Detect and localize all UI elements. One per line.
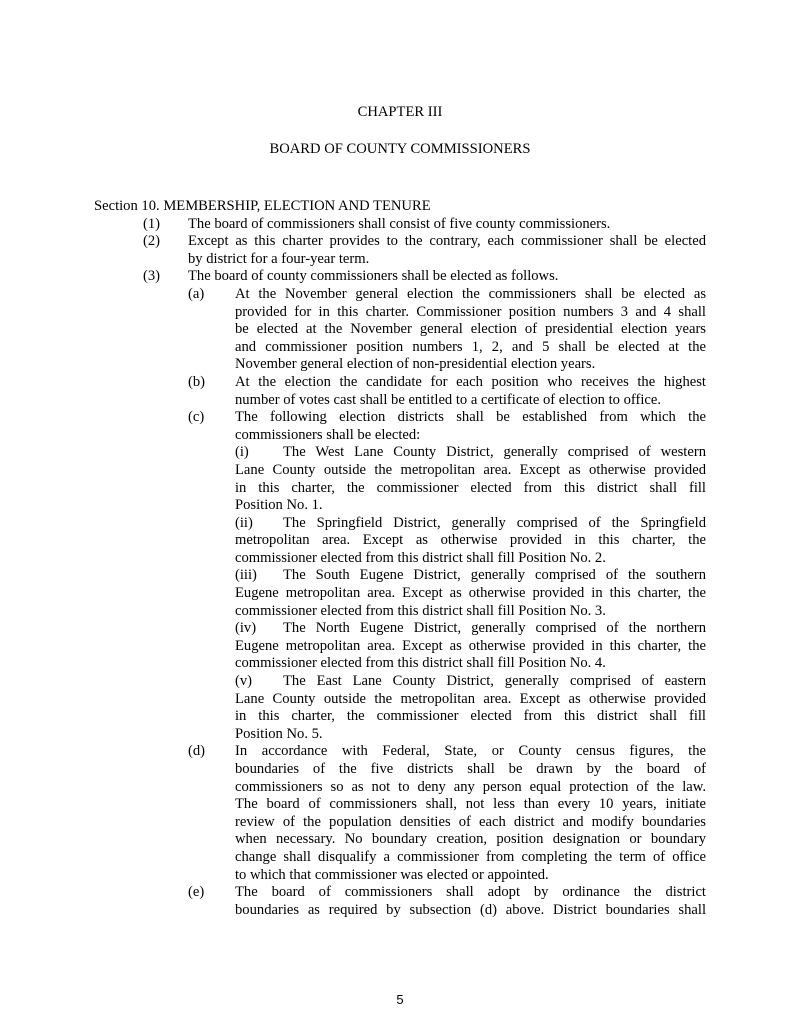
chapter-title: BOARD OF COUNTY COMMISSIONERS (269, 141, 531, 157)
text-line: At the November general election the commissioners shall be elected as (235, 285, 706, 302)
text-line: The East Lane County District, generally comprised of eastern (283, 673, 706, 690)
text-line: when necessary. No boundary creation, position designation or boundary (235, 831, 706, 848)
text-line: change shall disqualify a commissioner from completing the term of office (235, 848, 706, 865)
clause-label: (2) (143, 233, 161, 250)
clause-label: (iv) (235, 620, 257, 637)
clause (0, 515, 800, 568)
clause (0, 216, 800, 234)
clause-label: (i) (235, 444, 249, 461)
clause (0, 743, 800, 884)
chapter-heading: CHAPTER III (357, 104, 443, 120)
text-line: The South Eugene District, generally comprised of the southern (283, 567, 706, 584)
text-line: The Springfield District, generally comprised of the Springfield (283, 514, 706, 531)
text-line: be elected at the November general election of presidential election years (235, 321, 706, 338)
text-line: In accordance with Federal, State, or County census figures, the (235, 743, 706, 760)
text-line: to which that commissioner was elected or appointed. (235, 866, 549, 883)
page-number: 5 (396, 992, 404, 1007)
clause (0, 409, 800, 444)
text-line: The board of county commissioners shall be elected as follows. (188, 268, 559, 285)
clause-text (188, 233, 706, 268)
clause-text (235, 673, 706, 743)
clause (0, 884, 800, 919)
clause-label: (v) (235, 673, 253, 690)
text-line: Except as this charter provides to the contrary, each commissioner shall be elected (188, 233, 706, 250)
clause (0, 286, 800, 374)
text-line: in this charter, the commissioner elected from this district shall fill (235, 479, 706, 496)
text-line: Section 10. MEMBERSHIP, ELECTION AND TENURE (94, 198, 431, 214)
text-line: number of votes cast shall be entitled to a certificate of election to office. (235, 391, 662, 408)
text-line: The board of commissioners shall consist of five county commissioners. (188, 215, 611, 232)
text-line: Position No. 5. (235, 725, 323, 742)
text-line: The board of commissioners shall adopt by ordinance the district (235, 884, 706, 901)
text-line: The following election districts shall be established from which the (235, 409, 706, 426)
clause (0, 673, 800, 743)
clause-text (235, 515, 706, 568)
clause-text (94, 198, 706, 216)
document-body (0, 198, 800, 919)
section-heading (0, 198, 800, 216)
text-line: commissioner elected from this district shall fill Position No. 4. (235, 655, 606, 672)
text-line: Lane County outside the metropolitan area. Except as otherwise provided (235, 690, 706, 707)
clause (0, 444, 800, 514)
text-line: Eugene metropolitan area. Except as otherwise provided in this charter, the (235, 585, 706, 602)
text-line: The board of commissioners shall, not less than every 10 years, initiate (235, 796, 706, 813)
clause-label: (a) (188, 285, 205, 302)
text-line: November general election of non-presidential election years. (235, 356, 596, 373)
text-line: by district for a four-year term. (188, 250, 370, 267)
text-line: Eugene metropolitan area. Except as otherwise provided in this charter, the (235, 637, 706, 654)
clause-text (235, 567, 706, 620)
clause-label: (iii) (235, 567, 257, 584)
clause-text (235, 444, 706, 514)
clause-text (235, 374, 706, 409)
clause-label: (ii) (235, 514, 253, 531)
clause-text (188, 268, 706, 286)
text-line: The North Eugene District, generally comprised of the northern (283, 620, 706, 637)
text-line: commissioners shall be elected: (235, 426, 421, 443)
clause (0, 620, 800, 673)
text-line: boundaries of the five districts shall be drawn by the board of (235, 761, 706, 777)
text-line: commissioner elected from this district shall fill Position No. 2. (235, 549, 606, 566)
clause-text (235, 409, 706, 444)
clause-label: (c) (188, 409, 205, 426)
text-line: The West Lane County District, generally comprised of western (283, 444, 706, 461)
text-line: boundaries as required by subsection (d) above. District boundaries shall (235, 901, 706, 918)
text-line: At the election the candidate for each position who receives the highest (235, 373, 706, 390)
clause-label: (b) (188, 373, 206, 390)
clause (0, 268, 800, 286)
text-line: in this charter, the commissioner elected from this district shall fill (235, 708, 706, 725)
clause-label: (3) (143, 268, 161, 285)
clause-text (188, 216, 706, 234)
clause-label: (1) (143, 215, 161, 232)
clause-text (235, 884, 706, 919)
text-line: and commissioner position numbers 1, 2, and 5 shall be elected at the (235, 338, 706, 355)
text-line: metropolitan area. Except as otherwise provided in this charter, the (235, 532, 706, 549)
clause (0, 233, 800, 268)
text-line: commissioner elected from this district shall fill Position No. 3. (235, 602, 606, 619)
text-line: Lane County outside the metropolitan area. Except as otherwise provided (235, 461, 706, 478)
clause-label: (d) (188, 743, 206, 760)
clause (0, 374, 800, 409)
text-line: review of the population densities of each district and modify boundaries (235, 813, 706, 830)
text-line: provided for in this charter. Commissioner position numbers 3 and 4 shall (235, 303, 706, 320)
clause-label: (e) (188, 884, 205, 901)
clause-text (235, 286, 706, 374)
clause-text (235, 620, 706, 673)
text-line: Position No. 1. (235, 497, 323, 514)
clause (0, 567, 800, 620)
clause-text (235, 743, 706, 884)
text-line: commissioners so as not to deny any person equal protection of the law. (235, 778, 706, 795)
